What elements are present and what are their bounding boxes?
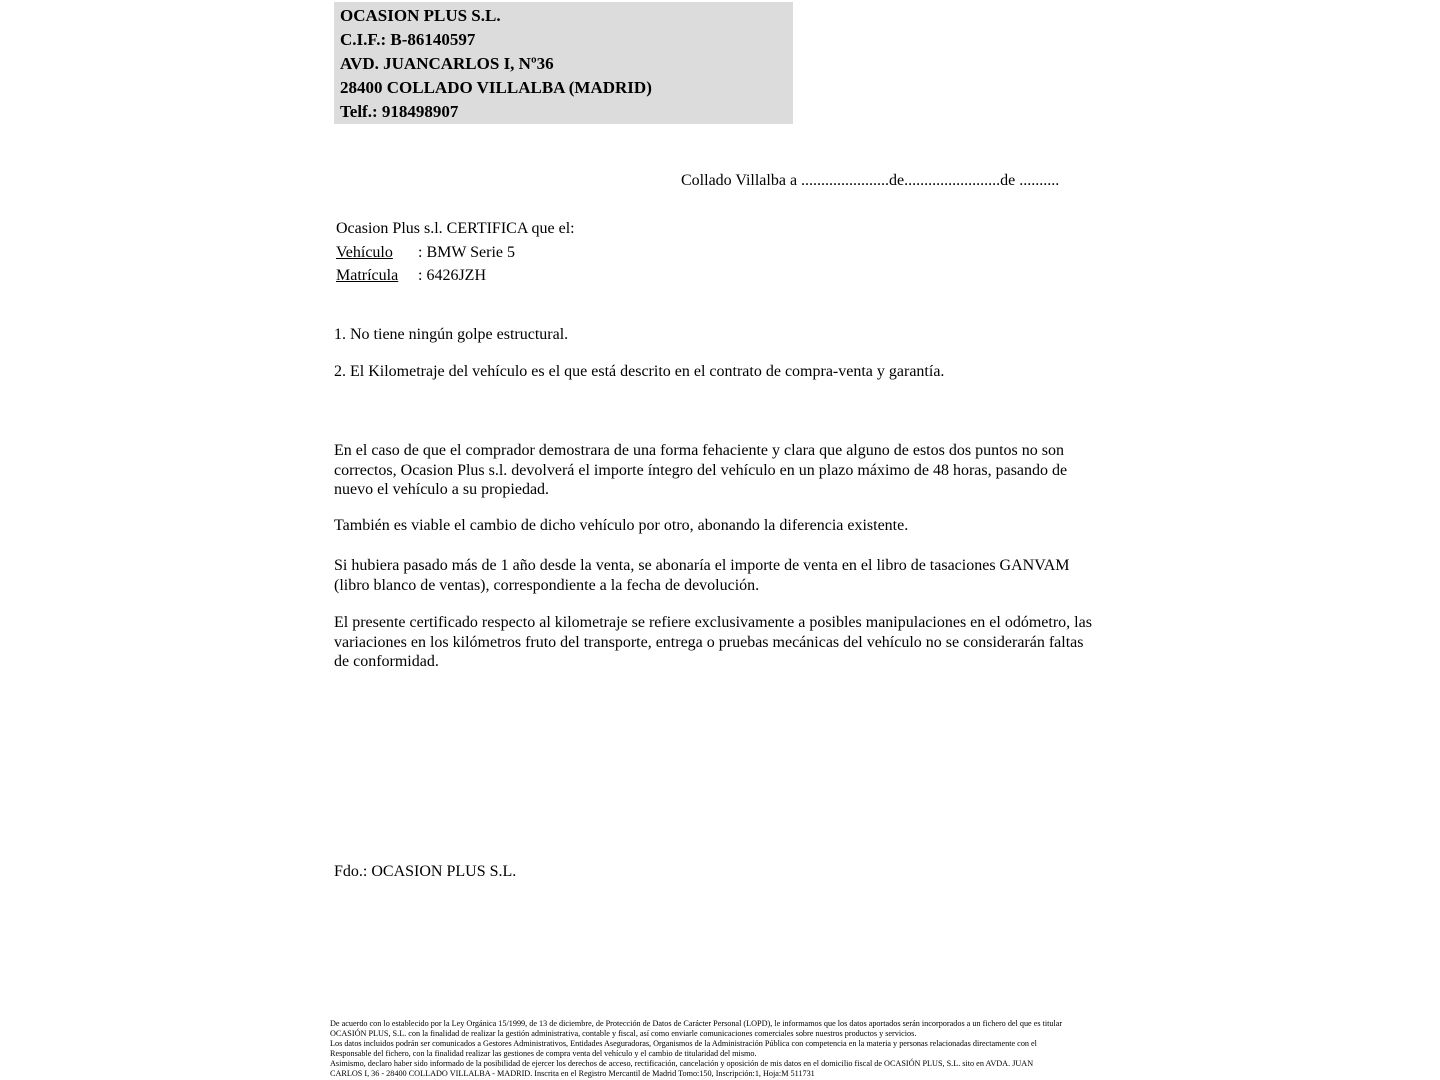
legal-footer xyxy=(330,1019,1062,1079)
paragraph-ganvam-valuation: Si hubiera pasado más de 1 año desde la venta, se abonaría el importe de venta en el libro de tasaciones GANVAM (libro blanco de ventas), correspondiente a la fecha de devolución. xyxy=(334,557,1070,594)
plate-row xyxy=(336,264,575,288)
plate-value: : 6426JZH xyxy=(418,267,486,284)
signature-line: Fdo.: OCASION PLUS S.L. xyxy=(334,863,517,880)
company-address: AVD. JUANCARLOS I, Nº36 xyxy=(340,54,554,73)
company-header-box xyxy=(334,2,793,124)
paragraph-odometer-disclaimer: El presente certificado respecto al kilometraje se refiere exclusivamente a posibles manipulaciones en el odómetro, las variaciones en los kilómetros fruto del transporte, entrega o pruebas mecánicas del vehículo no se considerarán faltas de conformidad. xyxy=(334,614,1092,671)
vehicle-row xyxy=(336,241,575,265)
legal-footer-line: OCASIÓN PLUS, S.L. con la finalidad de realizar la gestión administrativa, contable y fiscal, así como enviarle comunicaciones comerciales sobre nuestros productos y servicios. xyxy=(330,1029,917,1038)
paragraph-refund-terms: En el caso de que el comprador demostrara de una forma fehaciente y clara que alguno de estos dos puntos no son correctos, Ocasion Plus s.l. devolverá el importe íntegro del vehículo en un plazo máximo de 48 horas, pasando de nuevo el vehículo a su propiedad. xyxy=(334,442,1068,499)
company-name: OCASION PLUS S.L. xyxy=(340,6,501,25)
certification-block xyxy=(336,217,575,288)
certifies-intro: Ocasion Plus s.l. CERTIFICA que el: xyxy=(336,220,575,237)
legal-footer-line: Responsable del fichero, con la finalidad realizar las gestiones de compra venta del vehículo y el cambio de titularidad del mismo. xyxy=(330,1049,757,1058)
company-cif: C.I.F.: B-86140597 xyxy=(340,30,476,49)
company-phone: Telf.: 918498907 xyxy=(340,102,459,121)
clause-mileage: 2. El Kilometraje del vehículo es el que está descrito en el contrato de compra-venta y garantía. xyxy=(334,363,945,380)
legal-footer-line: Los datos incluidos podrán ser comunicados a Gestores Administrativos, Entidades Aseguradoras, Organismos de la Administración Pública con competencia en la materia y personas relacionadas directamente con el xyxy=(330,1039,1037,1048)
company-city: 28400 COLLADO VILLALBA (MADRID) xyxy=(340,78,652,97)
legal-footer-line: Asimismo, declaro haber sido informado de la posibilidad de ejercer los derechos de acceso, rectificación, cancelación y oposición de mis datos en el domicilio fiscal de OCASIÓN PLUS, S.L. sito en AVDA. JUAN xyxy=(330,1059,1034,1068)
legal-footer-line: De acuerdo con lo establecido por la Ley Orgánica 15/1999, de 13 de diciembre, de Protección de Datos de Carácter Personal (LOPD), le informamos que los datos aportados serán incorporados a un fichero del que es titular xyxy=(330,1019,1063,1028)
vehicle-label: Vehículo xyxy=(336,243,393,261)
legal-footer-line: CARLOS I, 36 - 28400 COLLADO VILLALBA - MADRID. Inscrita en el Registro Mercantil de Madrid Tomo:150, Inscripción:1, Hoja:M 511731 xyxy=(330,1069,815,1078)
clause-no-structural-damage: 1. No tiene ningún golpe estructural. xyxy=(334,326,569,343)
place-date-fill-in-line: Collado Villalba a ......................de........................de .......... xyxy=(681,172,1060,189)
vehicle-value: : BMW Serie 5 xyxy=(418,243,516,261)
plate-label: Matrícula xyxy=(336,267,399,284)
paragraph-exchange-option: También es viable el cambio de dicho vehículo por otro, abonando la diferencia existente. xyxy=(334,517,909,534)
